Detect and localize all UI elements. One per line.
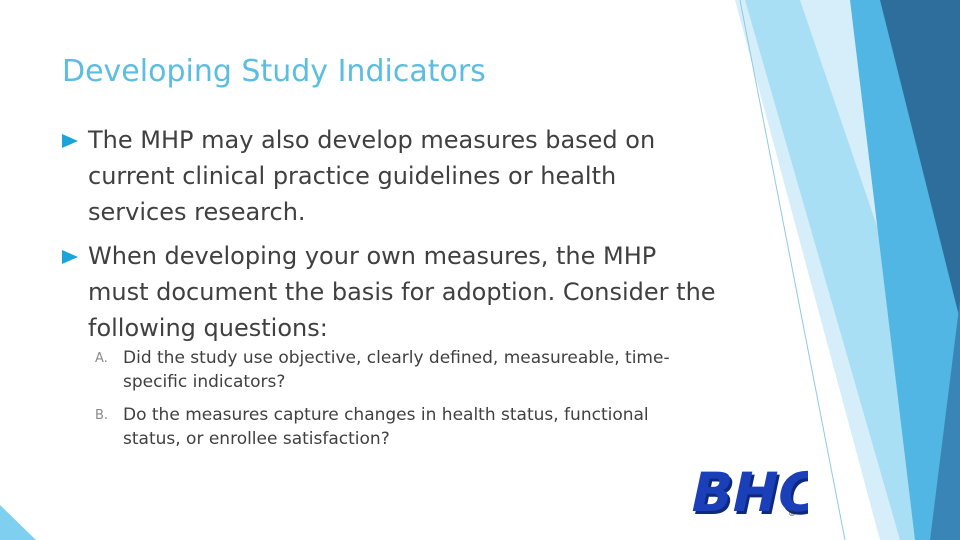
sub-item-a — [95, 346, 695, 394]
sub-text-a: Did the study use objective, clearly defined, measureable, time-specific indicators? — [123, 348, 670, 392]
right-triangle-icon — [62, 134, 78, 148]
bhc-logo-graphic — [688, 458, 808, 524]
sub-text-b: Do the measures capture changes in health status, functional status, or enrollee satisfaction? — [123, 405, 649, 449]
sub-item-b — [95, 403, 695, 451]
bullet-item-1 — [62, 122, 722, 230]
right-triangle-icon — [62, 250, 78, 264]
slide-title: Developing Study Indicators — [62, 54, 486, 89]
sub-list — [95, 346, 695, 460]
registered-mark: ® — [788, 509, 796, 518]
bhc-logo — [688, 458, 808, 528]
bhc-logo-shadow: BHC — [688, 463, 808, 524]
sub-marker-a: A. — [95, 351, 108, 366]
bhc-logo-text: BHC — [688, 460, 808, 524]
sub-marker-b: B. — [95, 408, 109, 423]
deco-left-corner — [0, 505, 36, 540]
bullet-text-2: When developing your own measures, the MHP must document the basis for adoption. Consider the following questions: — [88, 242, 716, 342]
bullet-item-2 — [62, 238, 722, 346]
bullet-list — [62, 122, 722, 354]
bullet-text-1: The MHP may also develop measures based on current clinical practice guidelines or health services research. — [88, 126, 656, 226]
